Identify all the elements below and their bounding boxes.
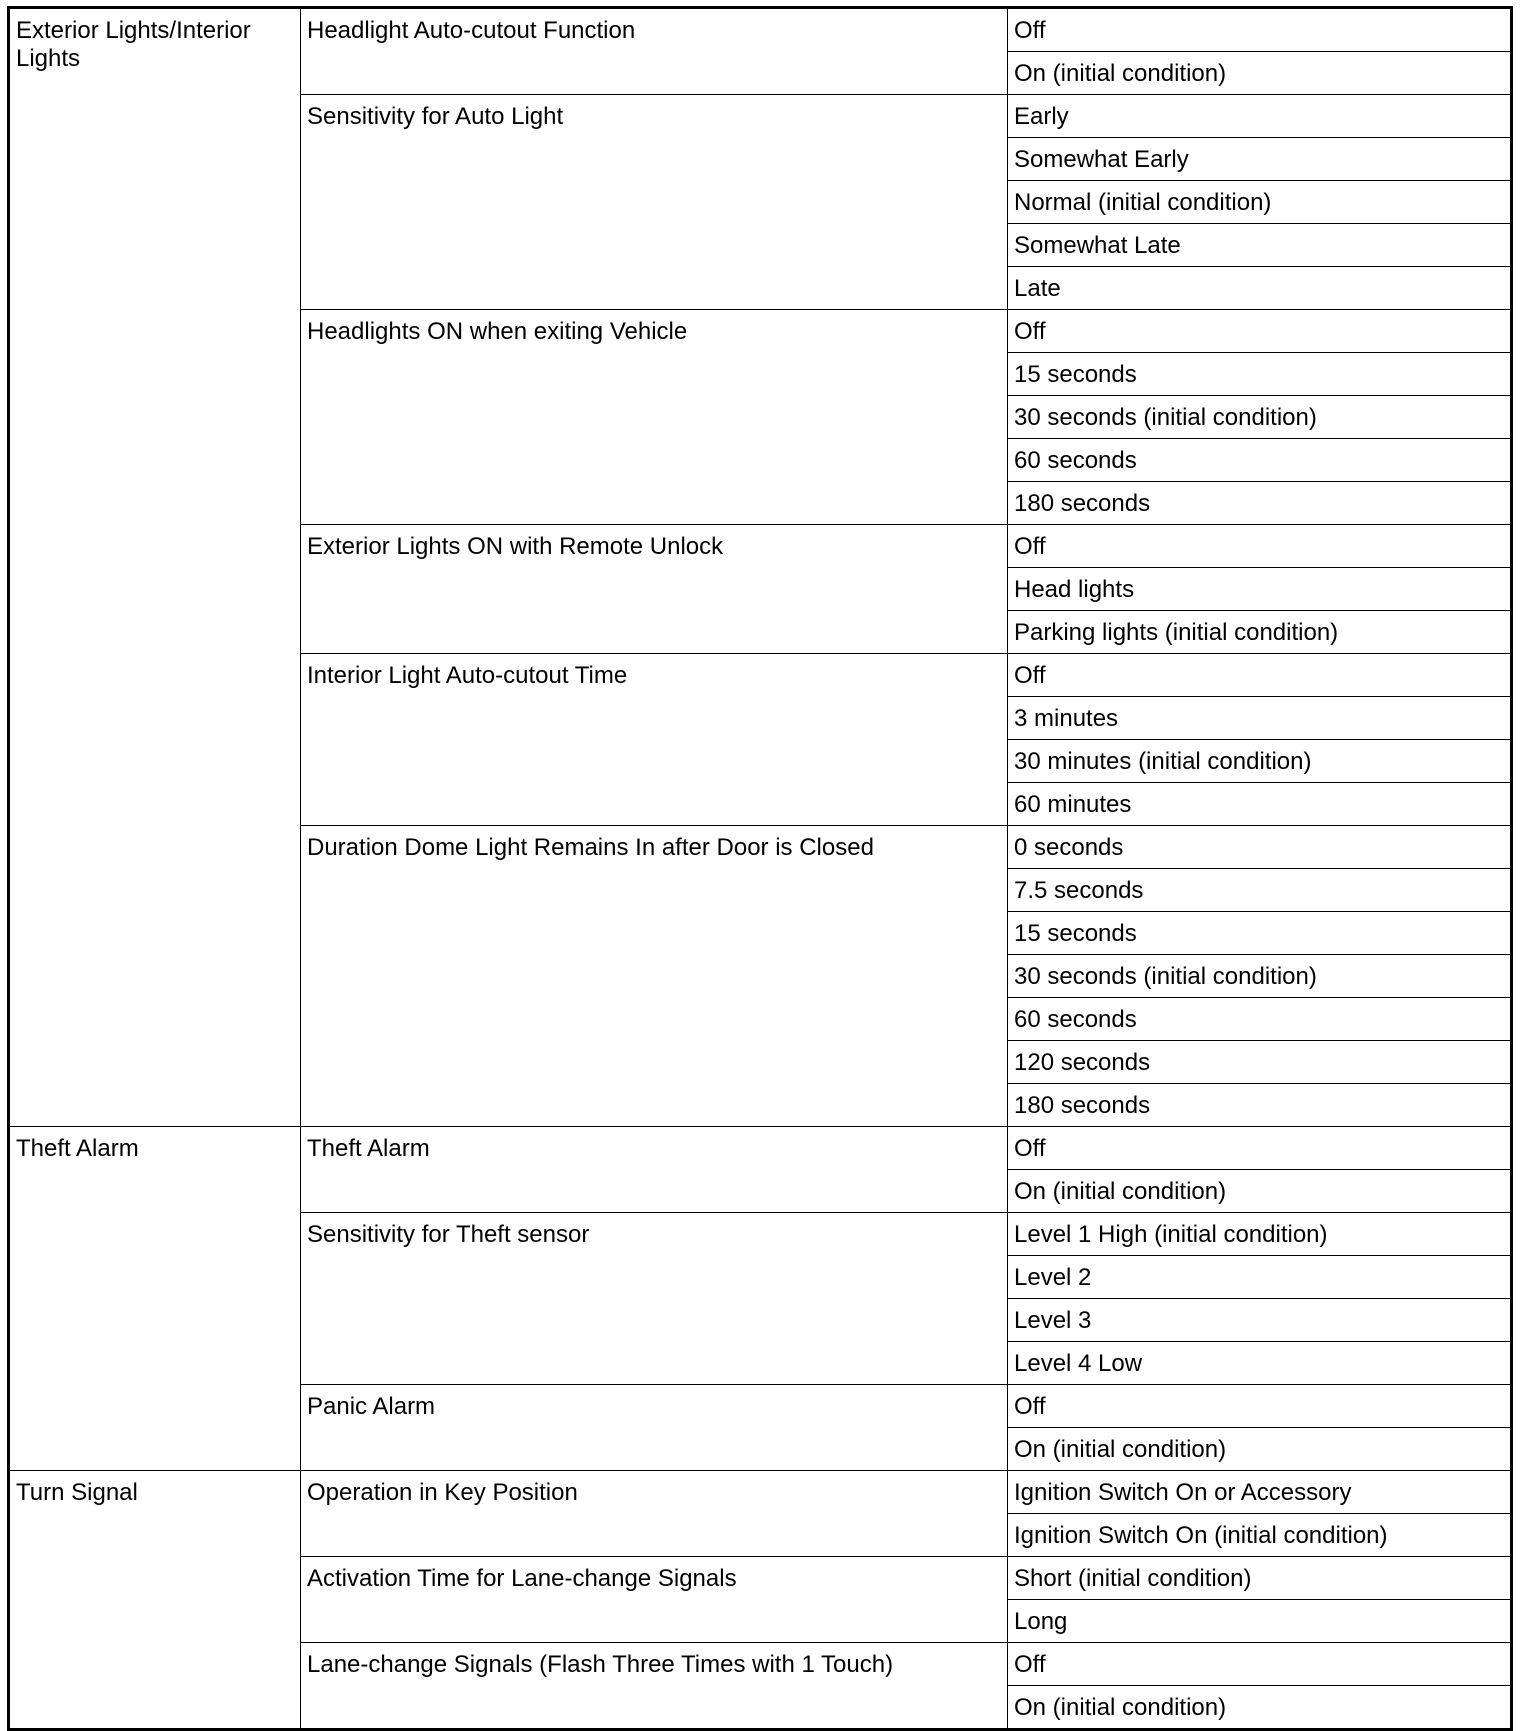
option-cell: Early <box>1008 95 1512 138</box>
category-cell: Exterior Lights/Interior Lights <box>9 8 301 1127</box>
option-cell: Off <box>1008 525 1512 568</box>
option-cell: Off <box>1008 1127 1512 1170</box>
category-cell: Turn Signal <box>9 1471 301 1730</box>
option-cell: Short (initial condition) <box>1008 1557 1512 1600</box>
option-cell: 180 seconds <box>1008 1084 1512 1127</box>
feature-cell: Duration Dome Light Remains In after Door is Closed <box>301 826 1008 1127</box>
option-cell: Off <box>1008 1385 1512 1428</box>
option-cell: Somewhat Early <box>1008 138 1512 181</box>
option-cell: Long <box>1008 1600 1512 1643</box>
option-cell: Ignition Switch On or Accessory <box>1008 1471 1512 1514</box>
option-cell: Somewhat Late <box>1008 224 1512 267</box>
option-cell: 120 seconds <box>1008 1041 1512 1084</box>
option-cell: Off <box>1008 654 1512 697</box>
table-row <box>9 1127 1512 1170</box>
option-cell: On (initial condition) <box>1008 1428 1512 1471</box>
option-cell: 7.5 seconds <box>1008 869 1512 912</box>
feature-cell: Activation Time for Lane-change Signals <box>301 1557 1008 1643</box>
option-cell: 30 seconds (initial condition) <box>1008 396 1512 439</box>
option-cell: Ignition Switch On (initial condition) <box>1008 1514 1512 1557</box>
feature-cell: Operation in Key Position <box>301 1471 1008 1557</box>
option-cell: Normal (initial condition) <box>1008 181 1512 224</box>
option-cell: 60 seconds <box>1008 439 1512 482</box>
option-cell: 60 minutes <box>1008 783 1512 826</box>
settings-table <box>7 6 1513 1731</box>
option-cell: On (initial condition) <box>1008 1686 1512 1730</box>
feature-cell: Sensitivity for Theft sensor <box>301 1213 1008 1385</box>
option-cell: Off <box>1008 1643 1512 1686</box>
settings-table-body <box>9 8 1512 1730</box>
option-cell: Off <box>1008 310 1512 353</box>
option-cell: Late <box>1008 267 1512 310</box>
option-cell: 3 minutes <box>1008 697 1512 740</box>
feature-cell: Theft Alarm <box>301 1127 1008 1213</box>
feature-cell: Headlights ON when exiting Vehicle <box>301 310 1008 525</box>
option-cell: Off <box>1008 8 1512 52</box>
option-cell: 0 seconds <box>1008 826 1512 869</box>
option-cell: Level 4 Low <box>1008 1342 1512 1385</box>
option-cell: Level 2 <box>1008 1256 1512 1299</box>
feature-cell: Sensitivity for Auto Light <box>301 95 1008 310</box>
feature-cell: Exterior Lights ON with Remote Unlock <box>301 525 1008 654</box>
option-cell: 60 seconds <box>1008 998 1512 1041</box>
option-cell: 30 seconds (initial condition) <box>1008 955 1512 998</box>
feature-cell: Headlight Auto-cutout Function <box>301 8 1008 95</box>
table-row <box>9 8 1512 52</box>
option-cell: 15 seconds <box>1008 353 1512 396</box>
option-cell: On (initial condition) <box>1008 52 1512 95</box>
option-cell: Parking lights (initial condition) <box>1008 611 1512 654</box>
option-cell: Head lights <box>1008 568 1512 611</box>
option-cell: Level 1 High (initial condition) <box>1008 1213 1512 1256</box>
option-cell: Level 3 <box>1008 1299 1512 1342</box>
option-cell: 180 seconds <box>1008 482 1512 525</box>
option-cell: 30 minutes (initial condition) <box>1008 740 1512 783</box>
option-cell: 15 seconds <box>1008 912 1512 955</box>
feature-cell: Lane-change Signals (Flash Three Times with 1 Touch) <box>301 1643 1008 1730</box>
option-cell: On (initial condition) <box>1008 1170 1512 1213</box>
feature-cell: Interior Light Auto-cutout Time <box>301 654 1008 826</box>
category-cell: Theft Alarm <box>9 1127 301 1471</box>
feature-cell: Panic Alarm <box>301 1385 1008 1471</box>
table-row <box>9 1471 1512 1514</box>
